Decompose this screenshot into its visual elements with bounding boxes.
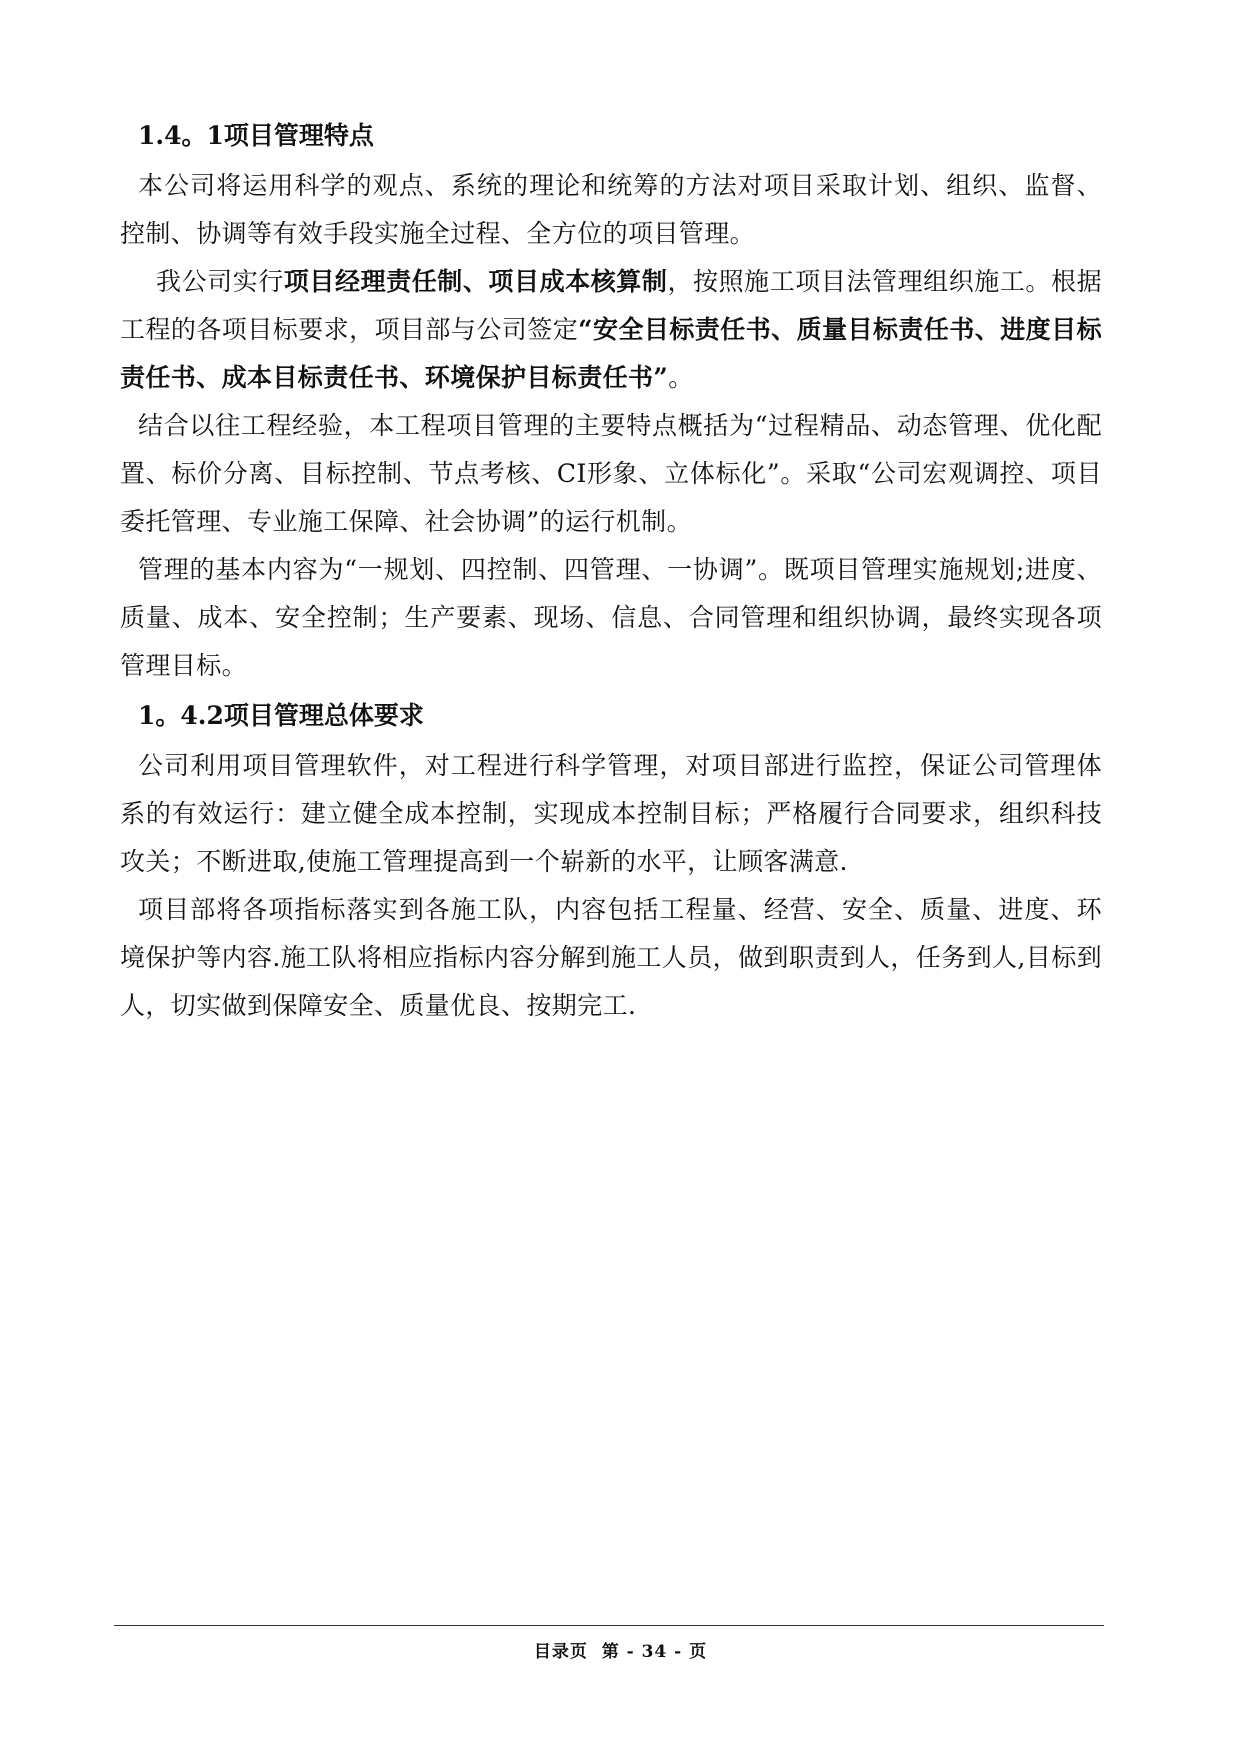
document-body: [120, 110, 1102, 1030]
paragraph-text: ，按照施工项目法管理组织施工。根据工程的各项目标要求，项目部与公司签定: [120, 267, 1102, 344]
section-heading: 1.4。1项目管理特点: [138, 121, 374, 150]
bold-text: 项目经理责任制、项目成本核算制: [283, 267, 668, 296]
paragraph: 项目部将各项指标落实到各施工队，内容包括工程量、经营、安全、质量、进度、环境保护等内容.施工队将相应指标内容分解到施工人员，做到职责到人，任务到人,目标到人，切实做到保障安全、质量优良、按期完工.: [120, 895, 1102, 1020]
bold-text: “安全目标责任书、质量目标责任书、进度目标责任书、成本目标责任书、环境保护目标责任书”: [120, 315, 1102, 392]
paragraph: 结合以往工程经验，本工程项目管理的主要特点概括为“过程精品、动态管理、优化配置、标价分离、目标控制、节点考核、CI形象、立体标化”。采取“公司宏观调控、项目委托管理、专业施工保障、社会协调”的运行机制。: [120, 411, 1102, 536]
page-footer: 目录页 第 - 34 - 页: [533, 1642, 708, 1662]
section-heading: 1。4.2项目管理总体要求: [138, 701, 424, 730]
paragraph-text: 我公司实行: [156, 267, 284, 296]
footer-divider: [114, 1625, 1104, 1626]
paragraph: 本公司将运用科学的观点、系统的理论和统筹的方法对项目采取计划、组织、监督、控制、协调等有效手段实施全过程、全方位的项目管理。: [120, 171, 1102, 248]
paragraph: 管理的基本内容为“一规划、四控制、四管理、一协调”。既项目管理实施规划;进度、质量、成本、安全控制；生产要素、现场、信息、合同管理和组织协调，最终实现各项管理目标。: [120, 555, 1102, 680]
paragraph-text: 。: [668, 363, 694, 392]
paragraph: [120, 258, 1102, 402]
paragraph: 公司利用项目管理软件，对工程进行科学管理，对项目部进行监控，保证公司管理体系的有效运行：建立健全成本控制，实现成本控制目标；严格履行合同要求，组织科技攻关；不断进取,使施工管理提高到一个崭新的水平，让顾客满意.: [120, 751, 1102, 876]
